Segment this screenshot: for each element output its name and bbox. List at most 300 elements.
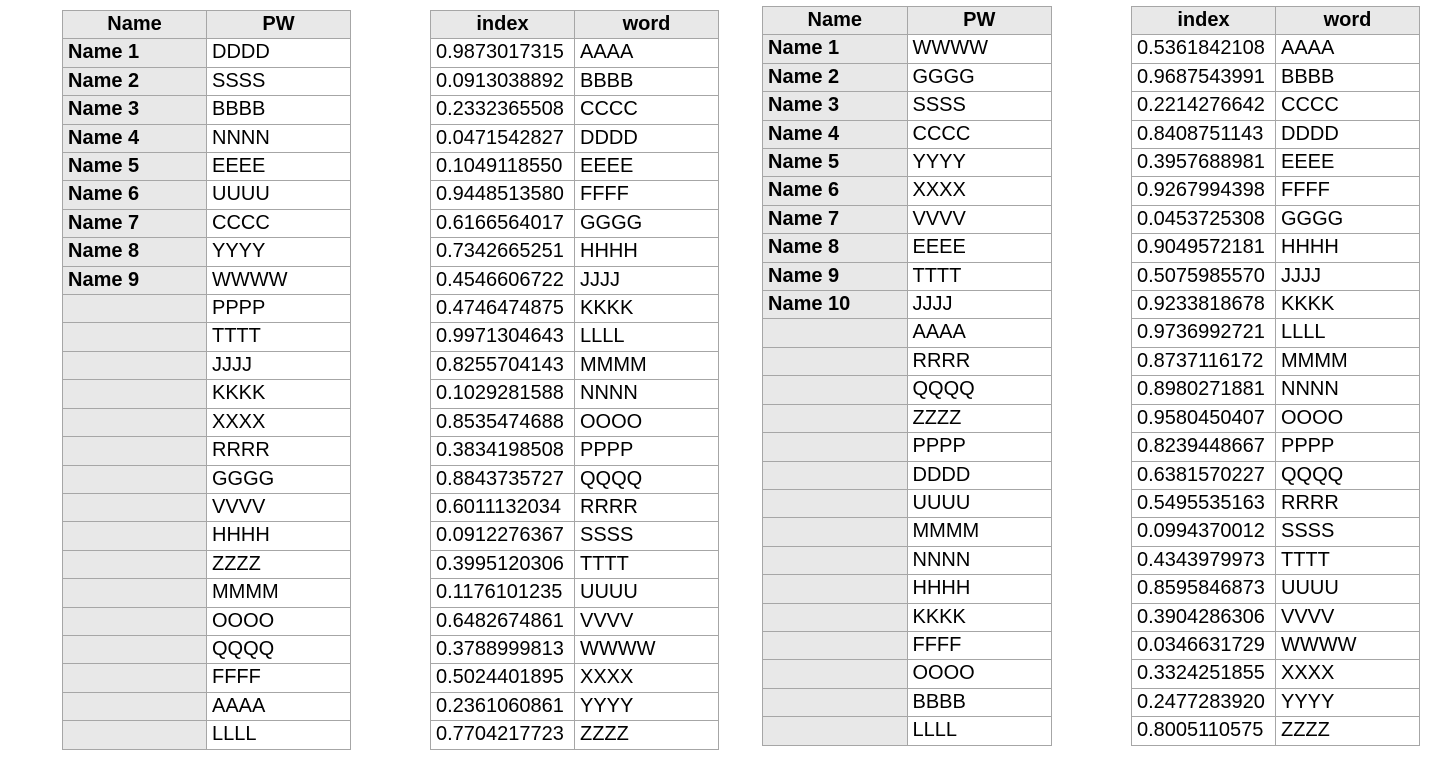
name-cell (63, 692, 207, 720)
table-row (1132, 347, 1420, 375)
word-cell: UUUU (1276, 575, 1420, 603)
index-cell: 0.8535474688 (431, 408, 575, 436)
table-row (1132, 205, 1420, 233)
table-row (63, 96, 351, 124)
table-row (431, 380, 719, 408)
index-cell: 0.3904286306 (1132, 603, 1276, 631)
table-row (763, 575, 1052, 603)
name-cell: Name 3 (763, 92, 908, 120)
pw-cell: LLLL (907, 717, 1052, 745)
index-cell: 0.2361060861 (431, 692, 575, 720)
table-row (431, 607, 719, 635)
word-cell: EEEE (1276, 149, 1420, 177)
word-cell: VVVV (575, 607, 719, 635)
table-row (763, 631, 1052, 659)
name-cell: Name 1 (763, 35, 908, 63)
word-cell: GGGG (575, 209, 719, 237)
index-cell: 0.8737116172 (1132, 347, 1276, 375)
table-row (763, 546, 1052, 574)
word-cell: JJJJ (575, 266, 719, 294)
pw-cell: GGGG (907, 63, 1052, 91)
name-cell (63, 607, 207, 635)
table-row (63, 408, 351, 436)
index-cell: 0.1029281588 (431, 380, 575, 408)
table-row (431, 465, 719, 493)
table-row (63, 493, 351, 521)
index-cell: 0.8255704143 (431, 351, 575, 379)
name-cell (63, 323, 207, 351)
column-header-pw: PW (907, 7, 1052, 35)
index-cell: 0.3995120306 (431, 550, 575, 578)
index-cell: 0.9049572181 (1132, 234, 1276, 262)
table-row (1132, 177, 1420, 205)
column-header-word: word (1276, 7, 1420, 35)
table-row (763, 461, 1052, 489)
table-row (763, 376, 1052, 404)
table-row (1132, 688, 1420, 716)
name-cell (63, 351, 207, 379)
pw-cell: JJJJ (907, 291, 1052, 319)
table-row (63, 181, 351, 209)
name-cell (763, 660, 908, 688)
table-row (431, 579, 719, 607)
table-row (431, 153, 719, 181)
word-cell: WWWW (1276, 631, 1420, 659)
name-cell: Name 5 (763, 149, 908, 177)
index-word-table-1 (430, 10, 719, 750)
table-row (763, 319, 1052, 347)
word-cell: SSSS (1276, 518, 1420, 546)
table-row (1132, 92, 1420, 120)
table-row (63, 437, 351, 465)
name-cell: Name 3 (63, 96, 207, 124)
name-pw-table-2 (762, 6, 1052, 746)
table-row (63, 465, 351, 493)
name-cell (763, 404, 908, 432)
word-cell: JJJJ (1276, 262, 1420, 290)
column-header-index: index (1132, 7, 1276, 35)
name-cell (63, 579, 207, 607)
table-row (1132, 291, 1420, 319)
word-cell: NNNN (575, 380, 719, 408)
name-cell (763, 319, 908, 347)
word-cell: TTTT (1276, 546, 1420, 574)
name-cell (763, 688, 908, 716)
word-cell: BBBB (1276, 63, 1420, 91)
table-row (63, 692, 351, 720)
pw-cell: BBBB (907, 688, 1052, 716)
name-cell: Name 4 (763, 120, 908, 148)
table-row (431, 522, 719, 550)
pw-cell: YYYY (907, 149, 1052, 177)
table-row (1132, 149, 1420, 177)
table-row (1132, 376, 1420, 404)
table-row (763, 688, 1052, 716)
header-row (431, 11, 719, 39)
name-cell: Name 8 (763, 234, 908, 262)
name-cell (763, 575, 908, 603)
word-cell: SSSS (575, 522, 719, 550)
name-cell (763, 546, 908, 574)
table-row (63, 635, 351, 663)
table-row (1132, 461, 1420, 489)
table-row (763, 205, 1052, 233)
pw-cell: LLLL (207, 721, 351, 749)
table-row (63, 579, 351, 607)
index-cell: 0.9971304643 (431, 323, 575, 351)
word-cell: ZZZZ (1276, 717, 1420, 745)
pw-cell: GGGG (207, 465, 351, 493)
index-cell: 0.3788999813 (431, 635, 575, 663)
pw-cell: ZZZZ (207, 550, 351, 578)
table-row (431, 692, 719, 720)
index-word-table-2 (1131, 6, 1420, 746)
table-row (1132, 63, 1420, 91)
table-row (1132, 546, 1420, 574)
table-row (431, 39, 719, 67)
name-cell: Name 6 (63, 181, 207, 209)
pw-cell: JJJJ (207, 351, 351, 379)
index-cell: 0.0346631729 (1132, 631, 1276, 659)
word-cell: HHHH (575, 238, 719, 266)
word-cell: RRRR (1276, 489, 1420, 517)
pw-cell: HHHH (207, 522, 351, 550)
table-row (431, 437, 719, 465)
word-cell: OOOO (575, 408, 719, 436)
pw-cell: FFFF (207, 664, 351, 692)
word-cell: DDDD (1276, 120, 1420, 148)
pw-cell: XXXX (907, 177, 1052, 205)
name-cell: Name 8 (63, 238, 207, 266)
word-cell: YYYY (575, 692, 719, 720)
column-header-word: word (575, 11, 719, 39)
table-row (763, 291, 1052, 319)
index-cell: 0.0912276367 (431, 522, 575, 550)
name-cell (63, 493, 207, 521)
name-pw-table-1 (62, 10, 351, 750)
table-row (763, 63, 1052, 91)
pw-cell: ZZZZ (907, 404, 1052, 432)
index-cell: 0.5024401895 (431, 664, 575, 692)
name-cell: Name 10 (763, 291, 908, 319)
table-row (63, 664, 351, 692)
table-row (1132, 433, 1420, 461)
header-row (63, 11, 351, 39)
index-cell: 0.3834198508 (431, 437, 575, 465)
table-row (431, 124, 719, 152)
word-cell: VVVV (1276, 603, 1420, 631)
name-cell: Name 2 (63, 67, 207, 95)
table-row (63, 607, 351, 635)
pw-cell: QQQQ (207, 635, 351, 663)
pw-cell: PPPP (207, 295, 351, 323)
name-cell (763, 376, 908, 404)
index-cell: 0.1049118550 (431, 153, 575, 181)
word-cell: BBBB (575, 67, 719, 95)
table-row (431, 664, 719, 692)
pw-cell: NNNN (907, 546, 1052, 574)
name-cell: Name 9 (63, 266, 207, 294)
table-row (763, 234, 1052, 262)
pw-cell: EEEE (207, 153, 351, 181)
word-cell: GGGG (1276, 205, 1420, 233)
pw-cell: AAAA (207, 692, 351, 720)
table-row (1132, 319, 1420, 347)
table-row (763, 177, 1052, 205)
pw-cell: QQQQ (907, 376, 1052, 404)
pw-cell: UUUU (207, 181, 351, 209)
index-cell: 0.2477283920 (1132, 688, 1276, 716)
pw-cell: TTTT (907, 262, 1052, 290)
table-row (63, 39, 351, 67)
table-row (1132, 660, 1420, 688)
index-cell: 0.0471542827 (431, 124, 575, 152)
pw-cell: WWWW (207, 266, 351, 294)
header-row (1132, 7, 1420, 35)
word-cell: YYYY (1276, 688, 1420, 716)
pw-cell: EEEE (907, 234, 1052, 262)
word-cell: ZZZZ (575, 721, 719, 749)
index-cell: 0.4546606722 (431, 266, 575, 294)
table-row (763, 120, 1052, 148)
table-row (63, 124, 351, 152)
pw-cell: VVVV (907, 205, 1052, 233)
name-cell (763, 347, 908, 375)
word-cell: AAAA (1276, 35, 1420, 63)
pw-cell: PPPP (907, 433, 1052, 461)
name-cell (63, 380, 207, 408)
pw-cell: HHHH (907, 575, 1052, 603)
name-cell (763, 518, 908, 546)
column-header-pw: PW (207, 11, 351, 39)
table-row (63, 323, 351, 351)
table-row (63, 266, 351, 294)
pw-cell: BBBB (207, 96, 351, 124)
word-cell: NNNN (1276, 376, 1420, 404)
index-cell: 0.7704217723 (431, 721, 575, 749)
word-cell: UUUU (575, 579, 719, 607)
word-cell: RRRR (575, 493, 719, 521)
pw-cell: AAAA (907, 319, 1052, 347)
word-cell: QQQQ (575, 465, 719, 493)
word-cell: PPPP (575, 437, 719, 465)
table-row (431, 635, 719, 663)
index-cell: 0.4746474875 (431, 295, 575, 323)
table-row (763, 603, 1052, 631)
word-cell: CCCC (1276, 92, 1420, 120)
name-cell (763, 717, 908, 745)
table-row (431, 295, 719, 323)
table-row (431, 238, 719, 266)
index-cell: 0.0453725308 (1132, 205, 1276, 233)
table-row (431, 181, 719, 209)
table-row (63, 351, 351, 379)
pw-cell: KKKK (907, 603, 1052, 631)
pw-cell: YYYY (207, 238, 351, 266)
index-cell: 0.6011132034 (431, 493, 575, 521)
index-cell: 0.9687543991 (1132, 63, 1276, 91)
table-row (1132, 603, 1420, 631)
table-row (63, 380, 351, 408)
table-row (431, 351, 719, 379)
column-header-index: index (431, 11, 575, 39)
pw-cell: OOOO (207, 607, 351, 635)
pw-cell: OOOO (907, 660, 1052, 688)
word-cell: MMMM (575, 351, 719, 379)
pw-cell: MMMM (207, 579, 351, 607)
word-cell: DDDD (575, 124, 719, 152)
header-row (763, 7, 1052, 35)
column-header-name: Name (763, 7, 908, 35)
pw-cell: FFFF (907, 631, 1052, 659)
table-row (431, 550, 719, 578)
word-cell: MMMM (1276, 347, 1420, 375)
word-cell: LLLL (575, 323, 719, 351)
index-cell: 0.0913038892 (431, 67, 575, 95)
word-cell: XXXX (575, 664, 719, 692)
table-row (431, 493, 719, 521)
table-row (1132, 35, 1420, 63)
index-cell: 0.8239448667 (1132, 433, 1276, 461)
word-cell: QQQQ (1276, 461, 1420, 489)
table-row (63, 238, 351, 266)
table-row (431, 721, 719, 749)
table-row (63, 295, 351, 323)
index-cell: 0.3957688981 (1132, 149, 1276, 177)
table-row (431, 266, 719, 294)
table-row (763, 404, 1052, 432)
table-row (63, 550, 351, 578)
word-cell: TTTT (575, 550, 719, 578)
name-cell (63, 664, 207, 692)
word-cell: KKKK (575, 295, 719, 323)
word-cell: CCCC (575, 96, 719, 124)
name-cell: Name 9 (763, 262, 908, 290)
name-cell: Name 6 (763, 177, 908, 205)
name-cell: Name 2 (763, 63, 908, 91)
name-cell (763, 489, 908, 517)
table-row (763, 35, 1052, 63)
table-row (763, 717, 1052, 745)
table-row (63, 522, 351, 550)
pw-cell: CCCC (207, 209, 351, 237)
word-cell: LLLL (1276, 319, 1420, 347)
index-cell: 0.6381570227 (1132, 461, 1276, 489)
pw-cell: MMMM (907, 518, 1052, 546)
table-row (1132, 234, 1420, 262)
pw-cell: UUUU (907, 489, 1052, 517)
word-cell: HHHH (1276, 234, 1420, 262)
table-row (763, 518, 1052, 546)
name-cell: Name 7 (63, 209, 207, 237)
index-cell: 0.9580450407 (1132, 404, 1276, 432)
name-cell (63, 721, 207, 749)
table-row (763, 489, 1052, 517)
pw-cell: DDDD (207, 39, 351, 67)
table-row (1132, 404, 1420, 432)
table-row (63, 721, 351, 749)
pw-cell: XXXX (207, 408, 351, 436)
index-cell: 0.0994370012 (1132, 518, 1276, 546)
table-row (763, 347, 1052, 375)
index-cell: 0.3324251855 (1132, 660, 1276, 688)
word-cell: XXXX (1276, 660, 1420, 688)
index-cell: 0.8005110575 (1132, 717, 1276, 745)
pw-cell: KKKK (207, 380, 351, 408)
table-row (431, 408, 719, 436)
index-cell: 0.1176101235 (431, 579, 575, 607)
table-row (63, 153, 351, 181)
name-cell (763, 603, 908, 631)
index-cell: 0.5075985570 (1132, 262, 1276, 290)
name-cell (63, 408, 207, 436)
word-cell: OOOO (1276, 404, 1420, 432)
index-cell: 0.9267994398 (1132, 177, 1276, 205)
index-cell: 0.2214276642 (1132, 92, 1276, 120)
word-cell: EEEE (575, 153, 719, 181)
word-cell: FFFF (575, 181, 719, 209)
table-row (1132, 489, 1420, 517)
index-cell: 0.9448513580 (431, 181, 575, 209)
index-cell: 0.9233818678 (1132, 291, 1276, 319)
name-cell (763, 433, 908, 461)
column-header-name: Name (63, 11, 207, 39)
table-row (1132, 518, 1420, 546)
name-cell (63, 465, 207, 493)
index-cell: 0.7342665251 (431, 238, 575, 266)
index-cell: 0.9736992721 (1132, 319, 1276, 347)
table-row (1132, 575, 1420, 603)
pw-cell: NNNN (207, 124, 351, 152)
table-row (1132, 631, 1420, 659)
table-row (763, 433, 1052, 461)
name-cell (63, 295, 207, 323)
table-row (763, 660, 1052, 688)
index-cell: 0.8843735727 (431, 465, 575, 493)
index-cell: 0.5495535163 (1132, 489, 1276, 517)
table-row (63, 67, 351, 95)
table-row (1132, 120, 1420, 148)
pw-cell: VVVV (207, 493, 351, 521)
name-cell: Name 1 (63, 39, 207, 67)
table-row (763, 262, 1052, 290)
word-cell: KKKK (1276, 291, 1420, 319)
word-cell: AAAA (575, 39, 719, 67)
pw-cell: SSSS (907, 92, 1052, 120)
name-cell: Name 4 (63, 124, 207, 152)
index-cell: 0.6482674861 (431, 607, 575, 635)
name-cell (63, 437, 207, 465)
name-cell (63, 635, 207, 663)
index-cell: 0.2332365508 (431, 96, 575, 124)
name-cell (63, 550, 207, 578)
word-cell: WWWW (575, 635, 719, 663)
index-cell: 0.9873017315 (431, 39, 575, 67)
table-row (431, 96, 719, 124)
index-cell: 0.8595846873 (1132, 575, 1276, 603)
pw-cell: RRRR (907, 347, 1052, 375)
table-row (63, 209, 351, 237)
table-row (763, 149, 1052, 177)
name-cell (763, 461, 908, 489)
pw-cell: CCCC (907, 120, 1052, 148)
word-cell: FFFF (1276, 177, 1420, 205)
name-cell (763, 631, 908, 659)
index-cell: 0.5361842108 (1132, 35, 1276, 63)
pw-cell: WWWW (907, 35, 1052, 63)
pw-cell: DDDD (907, 461, 1052, 489)
pw-cell: SSSS (207, 67, 351, 95)
